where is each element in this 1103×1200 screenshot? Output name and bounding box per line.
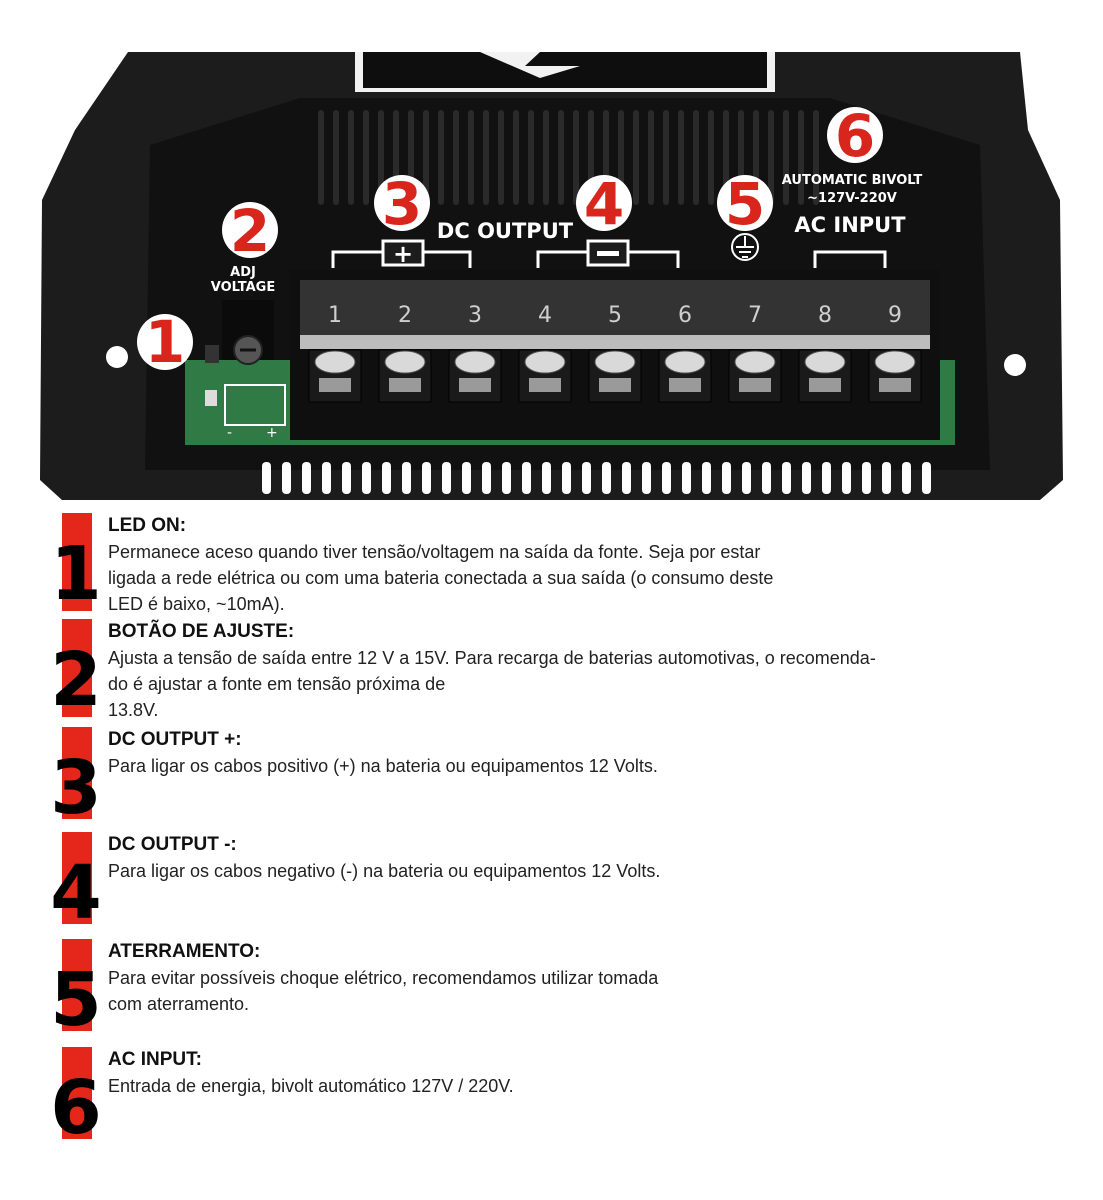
vent-slot — [362, 462, 371, 494]
vent-slot — [528, 110, 534, 205]
vent-slot — [922, 462, 931, 494]
bivolt-label-1: AUTOMATIC BIVOLT — [781, 173, 923, 188]
svg-text:5: 5 — [724, 170, 766, 238]
callout-2 — [222, 197, 278, 265]
legend-number: 1 — [50, 531, 102, 617]
terminal-number-label: 3 — [468, 303, 482, 328]
vent-slot — [442, 462, 451, 494]
legend-title: ATERRAMENTO: — [108, 941, 261, 962]
vent-slot — [502, 462, 511, 494]
vent-slot — [862, 462, 871, 494]
vent-slot — [333, 110, 339, 205]
vent-slot — [318, 110, 324, 205]
vent-slot — [422, 462, 431, 494]
vent-slot — [468, 110, 474, 205]
callout-6 — [827, 102, 883, 170]
vent-slot — [302, 462, 311, 494]
legend — [0, 505, 1103, 1200]
vent-slot — [622, 462, 631, 494]
vent-slot — [262, 462, 271, 494]
legend-description: Para ligar os cabos negativo (-) na bateria ou equipamentos 12 Volts. — [108, 861, 661, 881]
vent-slot — [562, 462, 571, 494]
vent-slot — [453, 110, 459, 205]
legend-number: 5 — [50, 957, 102, 1043]
vent-slot — [542, 462, 551, 494]
legend-title: LED ON: — [108, 515, 187, 536]
terminal-number-label: 1 — [328, 303, 342, 328]
vent-slot — [282, 462, 291, 494]
callout-3 — [374, 170, 430, 238]
vent-slot — [708, 110, 714, 205]
terminal-number-label: 4 — [538, 303, 552, 328]
vent-slot — [762, 462, 771, 494]
svg-text:3: 3 — [381, 170, 423, 238]
vent-slot — [363, 110, 369, 205]
vent-slot — [782, 462, 791, 494]
legend-description: Permanece aceso quando tiver tensão/voltagem na saída da fonte. Seja por estar ligada a rede elétrica ou com uma bateria conectada a sua saída (o consumo deste LED é baixo, ~10mA). — [108, 542, 774, 614]
vent-slot — [902, 462, 911, 494]
legend-number: 3 — [50, 745, 102, 831]
vent-slot — [722, 462, 731, 494]
mount-hole-right — [1004, 354, 1026, 376]
adj-voltage-label-1: ADJ — [230, 265, 256, 280]
svg-text:1: 1 — [144, 308, 186, 376]
vent-slot — [498, 110, 504, 205]
callout-5 — [717, 170, 773, 238]
terminal-number-label: 7 — [748, 303, 762, 328]
vent-slot — [438, 110, 444, 205]
callout-4 — [576, 170, 632, 238]
vent-slot — [482, 462, 491, 494]
vent-slot — [582, 462, 591, 494]
terminal-number-label: 2 — [398, 303, 412, 328]
vent-slot — [882, 462, 891, 494]
vent-slot — [642, 462, 651, 494]
vent-slot — [802, 462, 811, 494]
legend-number: 2 — [50, 637, 102, 723]
legend-number: 6 — [50, 1065, 102, 1151]
adj-voltage-label-2: VOLTAGE — [210, 280, 276, 295]
legend-description: Entrada de energia, bivolt automático 127V / 220V. — [108, 1076, 514, 1096]
terminal-number-label: 5 — [608, 303, 622, 328]
terminal-screws — [309, 303, 921, 402]
legend-description: Para evitar possíveis choque elétrico, recomendamos utilizar tomada com aterramento. — [108, 968, 659, 1014]
vent-slot — [513, 110, 519, 205]
vent-slot — [798, 110, 804, 205]
vent-slot — [558, 110, 564, 205]
svg-text:+: + — [266, 425, 278, 441]
bivolt-label-2: ~127V-220V — [807, 191, 897, 206]
svg-text:4: 4 — [583, 170, 625, 238]
terminal-number-label: 6 — [678, 303, 692, 328]
vent-slot — [682, 462, 691, 494]
vent-slot — [648, 110, 654, 205]
vent-slot — [348, 110, 354, 205]
vent-slot — [462, 462, 471, 494]
svg-text:+: + — [392, 240, 414, 268]
vent-slot — [342, 462, 351, 494]
vent-slot — [702, 462, 711, 494]
vent-slot — [633, 110, 639, 205]
legend-description: Para ligar os cabos positivo (+) na bateria ou equipamentos 12 Volts. — [108, 756, 658, 776]
vent-slot — [742, 462, 751, 494]
vent-slot — [842, 462, 851, 494]
vent-slot — [822, 462, 831, 494]
legend-number: 4 — [50, 850, 102, 936]
vent-slot — [522, 462, 531, 494]
svg-text:2: 2 — [229, 197, 271, 265]
callout-1 — [137, 308, 193, 376]
led-component — [205, 345, 219, 363]
legend-title: AC INPUT: — [108, 1049, 202, 1070]
terminal-number-label: 8 — [818, 303, 832, 328]
vent-slot — [663, 110, 669, 205]
svg-text:6: 6 — [834, 102, 876, 170]
vent-slot — [322, 462, 331, 494]
dc-output-label: DC OUTPUT — [436, 219, 574, 243]
vent-slot — [602, 462, 611, 494]
vent-slot — [483, 110, 489, 205]
power-supply-photo — [0, 0, 1103, 505]
legend-title: BOTÃO DE AJUSTE: — [108, 621, 295, 642]
vent-slot — [402, 462, 411, 494]
svg-text:-: - — [227, 425, 233, 441]
vent-slot — [678, 110, 684, 205]
vent-slot — [662, 462, 671, 494]
vent-slot — [693, 110, 699, 205]
ac-input-label: AC INPUT — [794, 213, 906, 237]
legend-title: DC OUTPUT +: — [108, 729, 242, 750]
vent-slot — [783, 110, 789, 205]
legend-title: DC OUTPUT -: — [108, 834, 237, 855]
vent-slot — [573, 110, 579, 205]
mount-hole-left — [106, 346, 128, 368]
vent-slot — [543, 110, 549, 205]
vent-slot — [382, 462, 391, 494]
legend-description: Ajusta a tensão de saída entre 12 V a 15V. Para recarga de baterias automotivas, o recomenda- do é ajustar a fonte em tensão próxima de 13.8V. — [108, 648, 876, 720]
terminal-number-label: 9 — [888, 303, 902, 328]
